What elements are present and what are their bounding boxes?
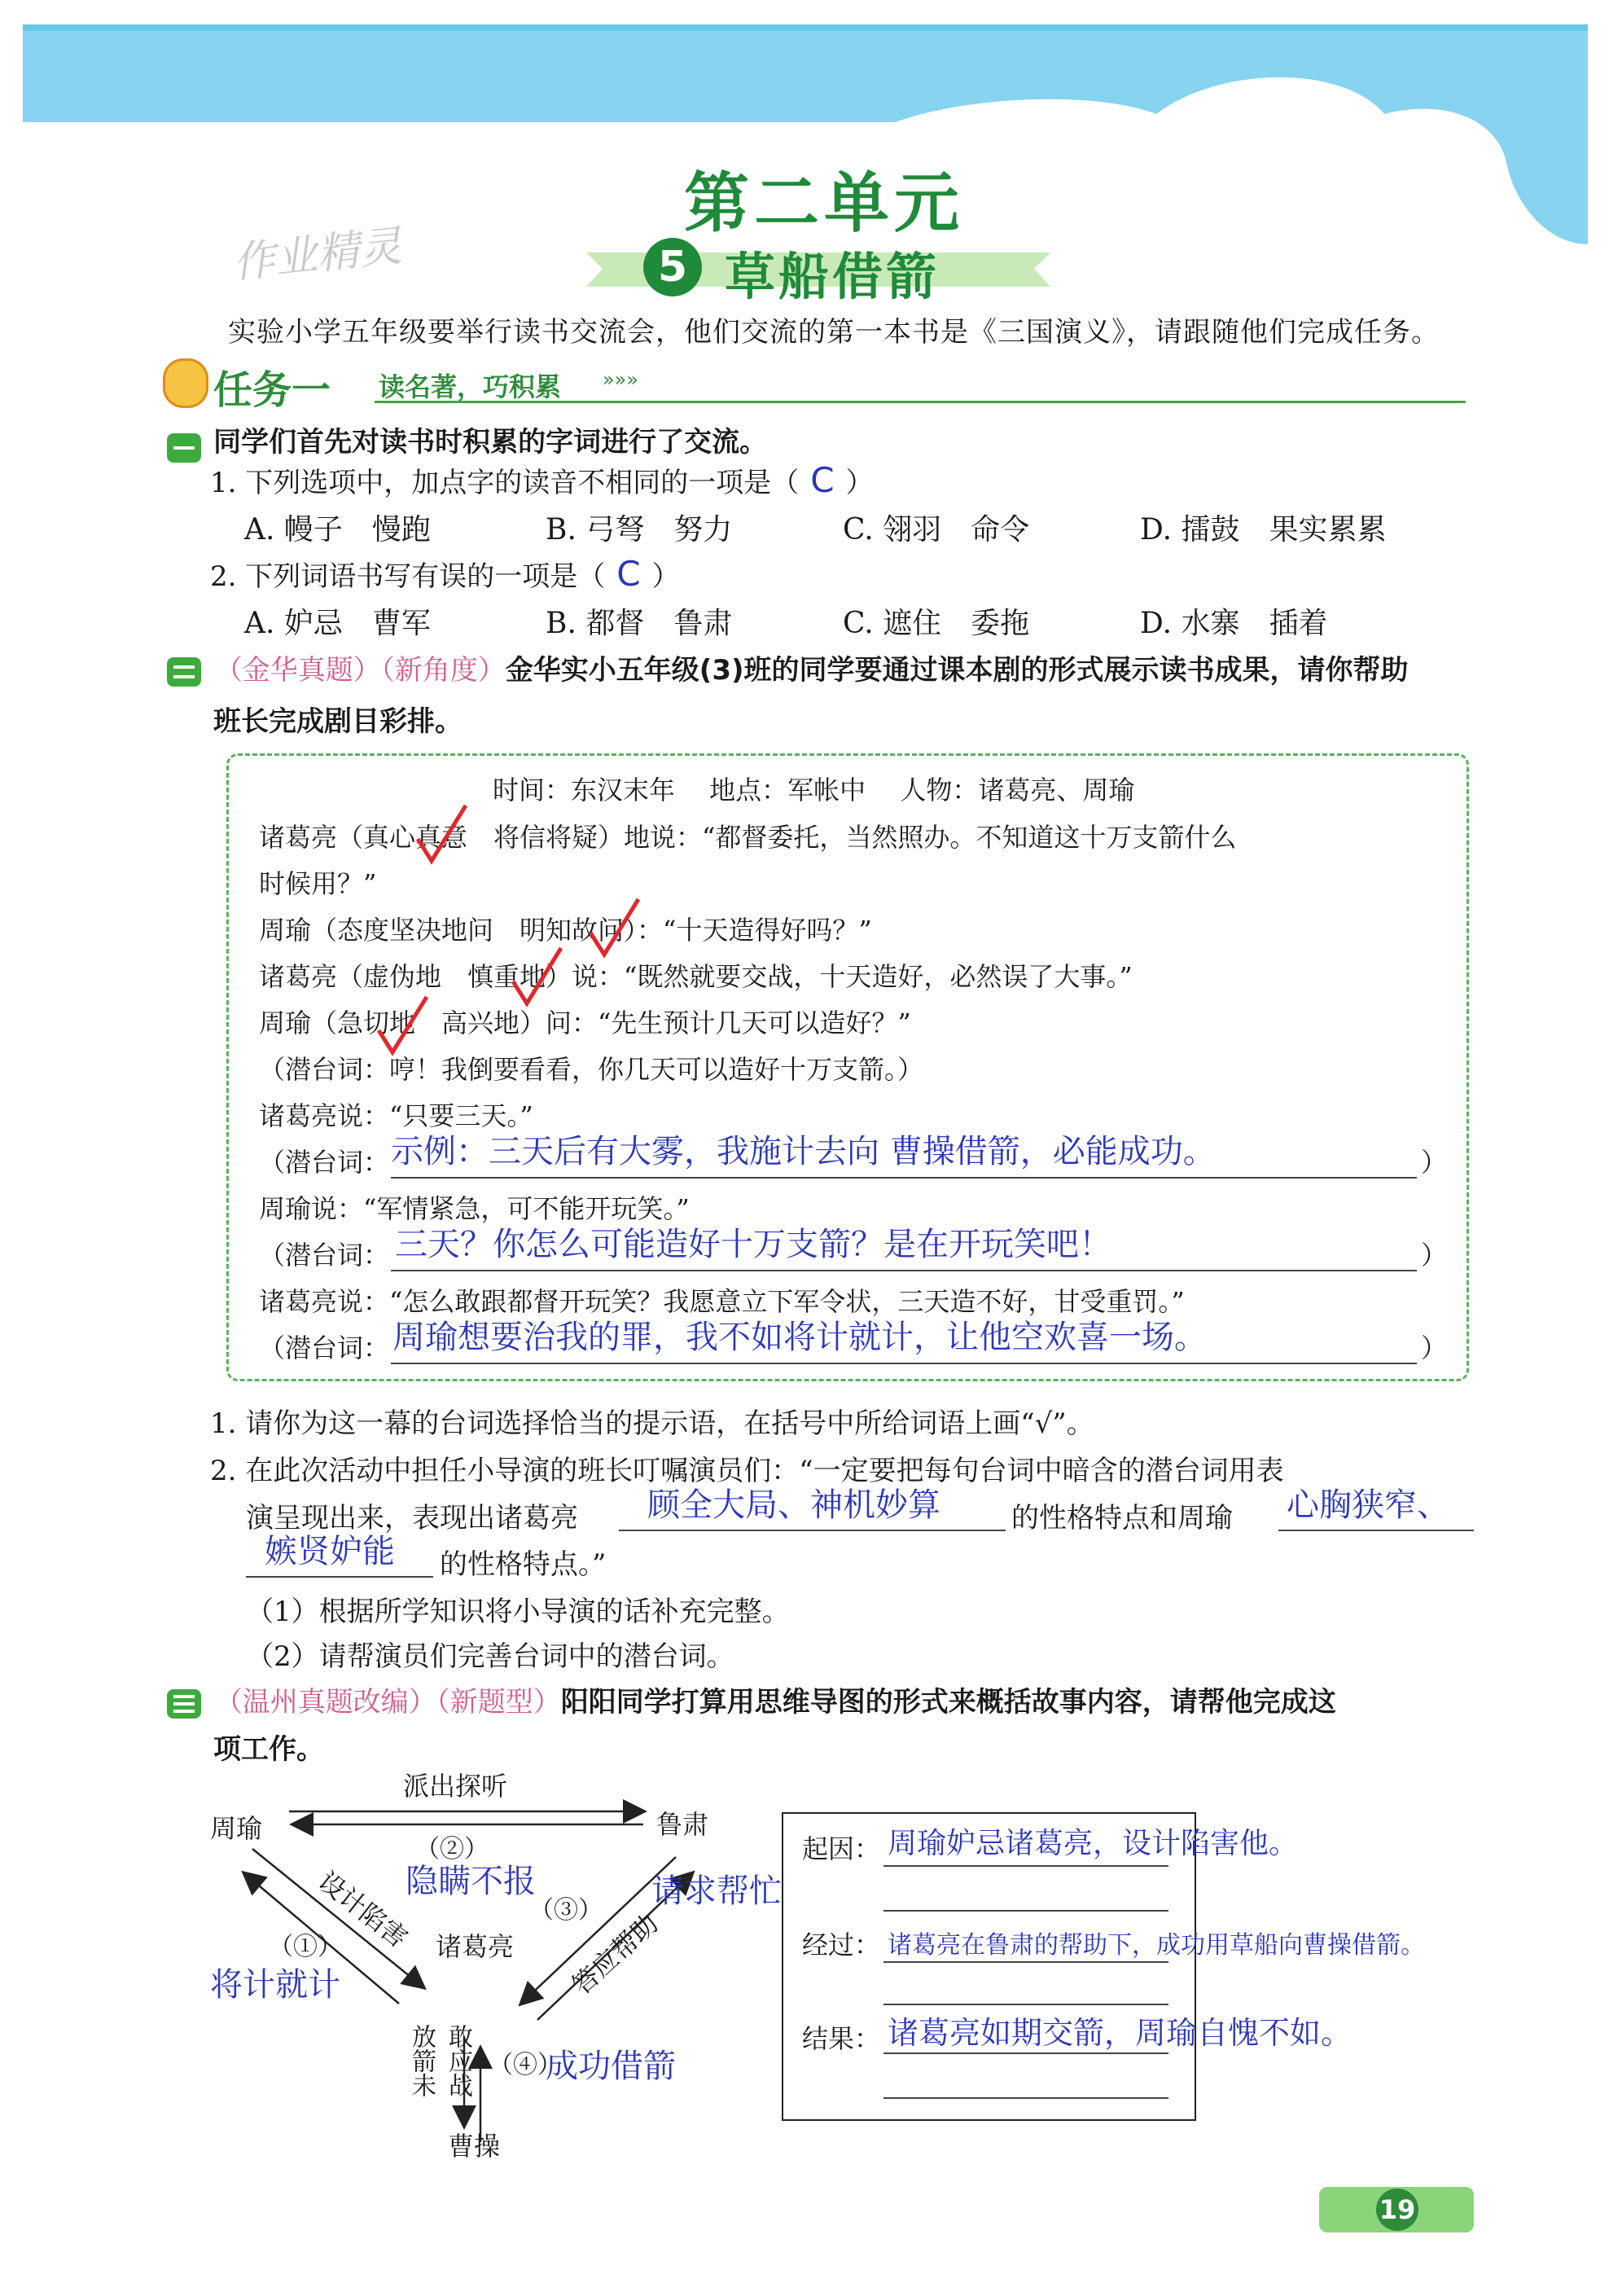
q2-close: ） [651, 560, 680, 593]
map-n2: （②） [415, 1835, 489, 1864]
q2-option-d: D. 水寨 插着 [1140, 607, 1328, 640]
result-line-2 [883, 2097, 1168, 2099]
q2-option-a: A. 妒忌 曹军 [244, 607, 431, 640]
script-line-2: 时候用？” [259, 868, 377, 899]
task-arrows: »»» [603, 368, 639, 391]
section3-heading [167, 1679, 1336, 1719]
intro-text: 实验小学五年级要举行读书交流会，他们交流的第一本书是《三国演义》，请跟随他们完成任务。 [228, 316, 1440, 349]
task-header [163, 358, 1474, 413]
map-zhuge: 诸葛亮 [436, 1931, 515, 1962]
section3-tags: （温州真题改编）（新题型） [214, 1686, 561, 1719]
map-bottom-label-b: 敢应战 [444, 2024, 472, 2097]
s2-q2-answer2b: 嫉贤妒能 [265, 1533, 395, 1570]
page-number-badge [1319, 2187, 1474, 2232]
q1-option-c: C. 翎羽 命令 [843, 513, 1030, 547]
subtext-2-line [391, 1270, 1417, 1271]
map-ans1: 将计就计 [210, 1966, 340, 2004]
section2-tags: （金华真题）（新角度） [214, 654, 506, 687]
check-mark-icon-1 [414, 802, 471, 867]
subtext-2-label: （潜台词： [259, 1240, 390, 1271]
q1-option-a: A. 幔子 慢跑 [244, 513, 431, 547]
q2-option-c: C. 遮住 委拖 [843, 607, 1030, 640]
section3-title-line2: 项工作。 [213, 1733, 324, 1766]
map-n4: （④） [489, 2051, 562, 2079]
mascot-icon [163, 358, 208, 408]
s2-q1: 1. 请你为这一幕的台词选择恰当的提示语，在括号中所给词语上画“√”。 [210, 1407, 1094, 1440]
section1-heading [167, 419, 767, 463]
s2-q2-line2a: 演呈现出来，表现出诸葛亮 [246, 1502, 578, 1534]
subtext-3-label: （潜台词： [259, 1332, 390, 1363]
q1-option-d: D. 擂鼓 果实累累 [1140, 513, 1387, 547]
map-bottom-label-a: 放箭未 [407, 2024, 436, 2097]
script-line-zhouyu: 周瑜说：“军情紧急，可不能开玩笑。” [259, 1193, 690, 1224]
section-three-icon [167, 1689, 201, 1719]
check-mark-icon-4 [375, 994, 432, 1059]
subtext-3-answer: 周瑜想要治我的罪，我不如将计就计，让他空欢喜一场。 [392, 1319, 1207, 1356]
s2-q2-blank3 [246, 1576, 433, 1578]
subtext-1-answer: 示例：三天后有大雾，我施计去向 曹操借箭，必能成功。 [391, 1133, 1216, 1170]
s2-q2-blank2 [1278, 1530, 1474, 1531]
q2-stem: 2. 下列词语书写有误的一项是（ [210, 560, 606, 593]
script-line-7: 诸葛亮说：“只要三天。” [259, 1100, 533, 1131]
s2-q2-line2b: 的性格特点和周瑜 [1011, 1502, 1233, 1534]
process-line-2 [883, 2004, 1168, 2005]
check-mark-icon-2 [586, 896, 643, 961]
lesson-title-banner [586, 236, 1050, 306]
lesson-number-badge [643, 238, 702, 296]
map-top-label: 派出探听 [403, 1771, 508, 1802]
section3-title-line1: 阳阳同学打算用思维导图的形式来概括故事内容，请帮他完成这 [560, 1686, 1336, 1719]
process-answer: 诸葛亮在鲁肃的帮助下，成功用草船向曹操借箭。 [888, 1931, 1425, 1960]
script-header: 时间：东汉末年 地点：军帐中 人物：诸葛亮、周瑜 [493, 775, 1135, 806]
map-zhouyu: 周瑜 [210, 1813, 263, 1844]
s2-sub1: （1）根据所学知识将小导演的话补充完整。 [246, 1596, 790, 1628]
task-underline [375, 401, 1466, 403]
map-ans3: 请求帮忙 [651, 1872, 782, 1910]
result-line-1 [883, 2052, 1168, 2054]
result-answer: 诸葛亮如期交箭，周瑜自愧不如。 [888, 2015, 1353, 2051]
map-ans4: 成功借箭 [546, 2048, 676, 2085]
section-one-icon [167, 433, 201, 463]
subtext-3-line [391, 1363, 1417, 1364]
map-n3: （③） [529, 1896, 603, 1925]
subtext-2-close: ） [1421, 1240, 1448, 1271]
map-n1: （①） [269, 1933, 342, 1961]
cause-line-2 [883, 1910, 1168, 1912]
subtext-1-close: ） [1421, 1147, 1448, 1178]
section2-heading [167, 648, 1409, 687]
q2-stem-row [210, 554, 680, 594]
s2-q2-line1: 2. 在此次活动中担任小导演的班长叮嘱演员们：“一定要把每句台词中暗含的潜台词用表 [210, 1455, 1284, 1487]
script-line-6: （潜台词：哼！我倒要看看，你几天可以造好十万支箭。） [259, 1054, 924, 1085]
result-label: 结果： [802, 2023, 881, 2054]
q1-close: ） [845, 467, 874, 499]
q1-answer: C [810, 460, 835, 500]
map-caocao: 曹操 [448, 2131, 501, 2162]
section1-title: 同学们首先对读书时积累的字词进行了交流。 [213, 426, 768, 459]
subtext-2-answer: 三天？你怎么可能造好十万支箭？是在开玩笑吧！ [395, 1226, 1111, 1263]
q1-stem-row [210, 460, 874, 500]
subtext-1-line [391, 1177, 1417, 1179]
task-subtitle: 读名著，巧积累 [379, 371, 562, 402]
watermark-logo: 作业精灵 [230, 222, 405, 288]
q2-answer: C [616, 554, 641, 594]
section2-title-line2: 班长完成剧目彩排。 [213, 705, 463, 738]
map-right-label: 答应帮助 [566, 1907, 664, 2001]
page-number: 19 [1376, 2188, 1418, 2231]
s2-q2-line3: 的性格特点。” [440, 1548, 607, 1581]
script-line-zhuge: 诸葛亮说：“怎么敢跟都督开玩笑？我愿意立下军令状，三天造不好，甘受重罚。” [259, 1286, 1185, 1317]
script-line-3: 周瑜（态度坚决地问 明知故问）：“十天造得好吗？” [259, 915, 872, 946]
check-mark-icon-3 [509, 945, 566, 1010]
q2-option-b: B. 都督 鲁肃 [546, 607, 733, 640]
subtext-3-close: ） [1421, 1332, 1448, 1363]
lesson-title: 草船借箭 [725, 247, 940, 306]
q1-option-b: B. 弓弩 努力 [546, 513, 733, 547]
map-ans2: 隐瞒不报 [406, 1863, 536, 1900]
section-two-icon [167, 657, 201, 687]
script-line-4: 诸葛亮（虚伪地 慎重地）说：“既然就要交战，十天造好，必然误了大事。” [259, 961, 1133, 992]
s2-q2-blank1 [619, 1530, 1006, 1531]
map-lusu: 鲁肃 [656, 1809, 709, 1840]
s2-q2-answer1: 顾全大局、神机妙算 [647, 1486, 940, 1524]
task-label: 任务一 [213, 367, 331, 413]
unit-title: 第二单元 [684, 165, 964, 241]
process-label: 经过： [802, 1929, 881, 1960]
q1-stem: 1. 下列选项中，加点字的读音不相同的一项是（ [210, 467, 800, 499]
s2-q2-answer2a: 心胸狭窄、 [1287, 1486, 1449, 1524]
process-line-1 [883, 1961, 1168, 1963]
subtext-1-label: （潜台词： [259, 1147, 390, 1178]
cause-answer: 周瑜妒忌诸葛亮，设计陷害他。 [888, 1827, 1299, 1860]
s2-sub2: （2）请帮演员们完善台词中的潜台词。 [246, 1640, 734, 1673]
script-line-1: 诸葛亮（真心真意 将信将疑）地说：“都督委托，当然照办。不知道这十万支箭什么 [259, 822, 1237, 853]
map-left-label: 设计陷害 [312, 1865, 414, 1954]
script-line-5: 周瑜（急切地 高兴地）问：“先生预计几天可以造好？” [259, 1008, 911, 1038]
cause-line-1 [883, 1865, 1168, 1867]
lesson-number: 5 [657, 243, 688, 292]
cause-label: 起因： [802, 1833, 881, 1864]
section2-title-line1: 金华实小五年级(3)班的同学要通过课本剧的形式展示读书成果，请你帮助 [505, 654, 1409, 687]
